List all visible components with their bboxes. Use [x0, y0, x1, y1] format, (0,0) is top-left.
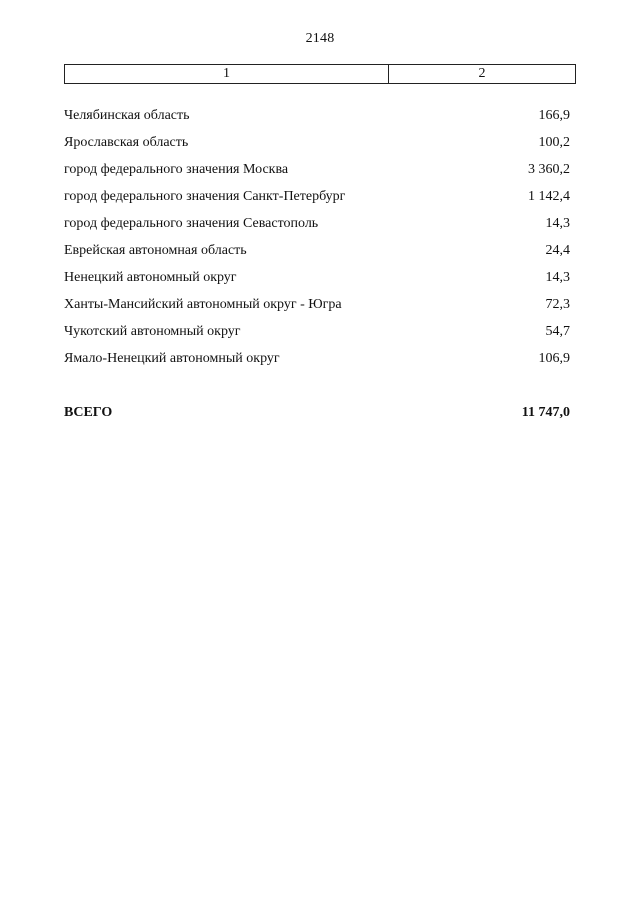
region-name: Ханты-Мансийский автономный округ - Югра	[64, 297, 342, 312]
table-row	[64, 108, 570, 135]
table-row	[64, 216, 570, 243]
region-name: Чукотский автономный округ	[64, 324, 241, 339]
table-body	[64, 108, 570, 378]
region-value: 106,9	[538, 351, 570, 366]
region-value: 14,3	[545, 216, 570, 231]
region-name: Ненецкий автономный округ	[64, 270, 237, 285]
page-number: 2148	[305, 31, 335, 46]
region-name: Ярославская область	[64, 135, 189, 150]
column-header-1: 1	[65, 65, 389, 83]
table-row	[64, 243, 570, 270]
table-row	[64, 189, 570, 216]
table-row	[64, 270, 570, 297]
region-value: 3 360,2	[528, 162, 570, 177]
table-row	[64, 135, 570, 162]
region-value: 54,7	[545, 324, 570, 339]
table-row	[64, 351, 570, 378]
region-name: Еврейская автономная область	[64, 243, 247, 258]
table-row	[64, 162, 570, 189]
region-value: 14,3	[545, 270, 570, 285]
table-header	[64, 64, 576, 84]
region-name: Ямало-Ненецкий автономный округ	[64, 351, 280, 366]
total-row	[64, 405, 570, 421]
region-value: 1 142,4	[528, 189, 570, 204]
region-value: 72,3	[545, 297, 570, 312]
total-value: 11 747,0	[521, 405, 570, 420]
table-row	[64, 324, 570, 351]
region-name: город федерального значения Санкт-Петербург	[64, 189, 346, 204]
column-header-2: 2	[478, 66, 486, 81]
region-name: город федерального значения Москва	[64, 162, 289, 177]
region-value: 24,4	[545, 243, 570, 258]
total-label: ВСЕГО	[64, 405, 113, 420]
table-row	[64, 297, 570, 324]
region-value: 166,9	[538, 108, 570, 123]
region-name: город федерального значения Севастополь	[64, 216, 319, 231]
region-name: Челябинская область	[64, 108, 190, 123]
region-value: 100,2	[538, 135, 570, 150]
